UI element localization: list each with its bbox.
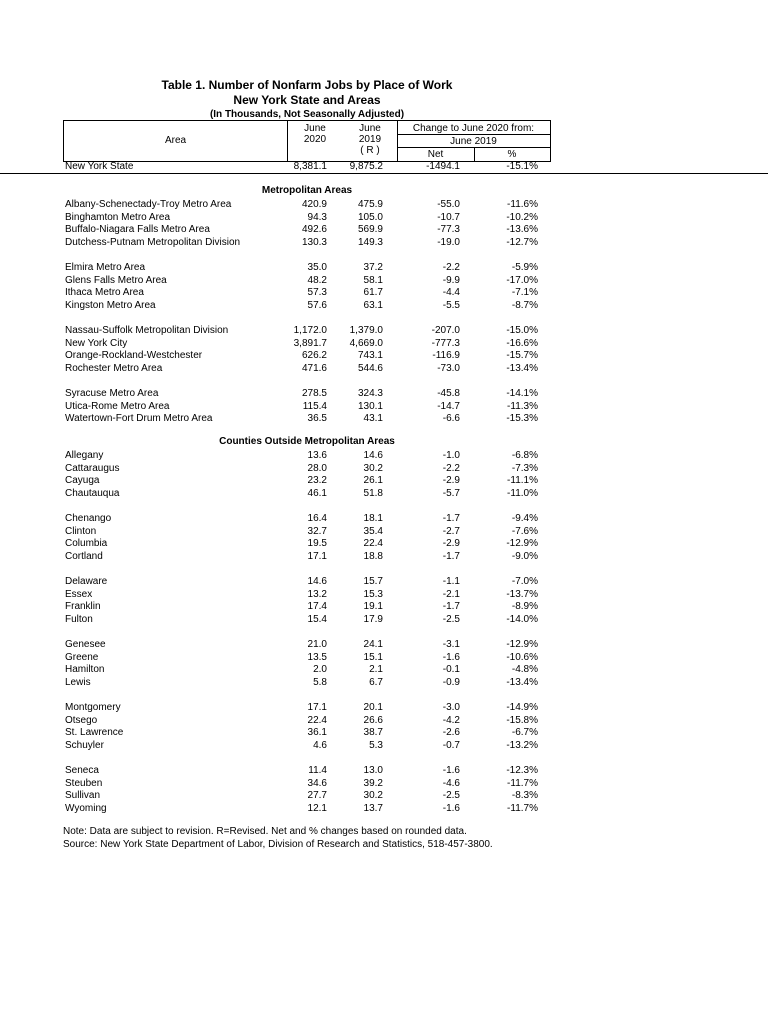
header-change: Change to June 2020 from: bbox=[412, 123, 535, 134]
table-row bbox=[0, 550, 768, 563]
cell-jun2019: 18.1 bbox=[363, 513, 383, 524]
cell-pct: -12.9% bbox=[506, 639, 538, 650]
cell-pct: -14.9% bbox=[506, 702, 538, 713]
cell-net: -3.0 bbox=[442, 702, 460, 713]
table-row bbox=[0, 236, 768, 249]
cell-area: Utica-Rome Metro Area bbox=[65, 400, 170, 412]
cell-pct: -13.4% bbox=[506, 362, 538, 374]
cell-net: -1.7 bbox=[442, 550, 460, 562]
cell-jun2019: 13.0 bbox=[363, 765, 383, 776]
table-row bbox=[0, 387, 768, 400]
header-area: Area bbox=[164, 135, 187, 146]
cell-jun2019: 20.1 bbox=[363, 702, 383, 713]
cell-net: -0.7 bbox=[442, 739, 460, 751]
cell-net: -4.2 bbox=[442, 714, 460, 726]
cell-pct: -13.4% bbox=[506, 676, 538, 688]
cell-jun2020: 16.4 bbox=[307, 513, 327, 524]
cell-area: Albany-Schenectady-Troy Metro Area bbox=[65, 199, 232, 210]
table-row bbox=[0, 412, 768, 425]
cell-area: Wyoming bbox=[65, 802, 107, 814]
cell-jun2019: 30.2 bbox=[363, 462, 383, 474]
cell-area: St. Lawrence bbox=[65, 727, 124, 739]
cell-jun2020: 36.1 bbox=[307, 727, 327, 739]
cell-jun2020: 22.4 bbox=[307, 714, 327, 726]
cell-area: Seneca bbox=[65, 765, 99, 776]
cell-jun2020: 420.9 bbox=[301, 199, 327, 210]
cell-jun2019: 17.9 bbox=[363, 613, 383, 625]
cell-area: Glens Falls Metro Area bbox=[65, 274, 167, 286]
cell-pct: -10.6% bbox=[506, 651, 538, 663]
cell-net: -1.6 bbox=[442, 765, 460, 776]
table-row bbox=[0, 211, 768, 224]
cell-pct: -7.1% bbox=[511, 287, 538, 299]
note-text: Note: Data are subject to revision. R=Revised. Net and % changes based on rounded data. bbox=[63, 826, 467, 837]
cell-area: Dutchess-Putnam Metropolitan Division bbox=[65, 236, 241, 248]
cell-jun2019: 58.1 bbox=[363, 274, 383, 286]
cell-jun2020: 17.1 bbox=[307, 702, 327, 713]
table-row bbox=[0, 462, 768, 475]
cell-net: -14.7 bbox=[437, 400, 460, 412]
header-pct: % bbox=[507, 149, 517, 160]
cell-area: New York City bbox=[65, 337, 128, 349]
cell-jun2019: 22.4 bbox=[363, 538, 383, 550]
cell-pct: -11.7% bbox=[507, 777, 538, 789]
cell-area: Steuben bbox=[65, 777, 103, 789]
cell-net: -5.5 bbox=[442, 299, 460, 311]
table-row bbox=[0, 274, 768, 287]
cell-net: -2.5 bbox=[442, 790, 460, 802]
cell-pct: -6.7% bbox=[511, 727, 538, 739]
cell-jun2019: 6.7 bbox=[369, 676, 383, 688]
table-row bbox=[0, 198, 768, 211]
table-row bbox=[0, 337, 768, 350]
table-row bbox=[0, 362, 768, 375]
cell-area: Genesee bbox=[65, 639, 106, 650]
cell-area: Chautauqua bbox=[65, 487, 120, 499]
table-row-new-york-state: New York State 8,381.1 9,875.2 -1494.1 -15.1% bbox=[0, 161, 768, 174]
cell-net: -45.8 bbox=[437, 388, 460, 399]
cell-jun2019: 30.2 bbox=[363, 790, 383, 802]
table-units: (In Thousands, Not Seasonally Adjusted) bbox=[209, 109, 405, 120]
table-row bbox=[0, 789, 768, 802]
cell-jun2019: 130.1 bbox=[357, 400, 383, 412]
cell-jun2019: 4,669.0 bbox=[349, 337, 383, 349]
cell-pct: -11.3% bbox=[507, 400, 538, 412]
source-text: Source: New York State Department of Labor, Division of Research and Statistics, 518-457-3800. bbox=[63, 839, 493, 850]
table-row bbox=[0, 638, 768, 651]
cell-pct: -12.3% bbox=[506, 765, 538, 776]
cell-jun2020: 14.6 bbox=[307, 576, 327, 587]
cell-pct: -10.2% bbox=[506, 211, 538, 223]
table-row bbox=[0, 525, 768, 538]
cell-pct: -15.0% bbox=[506, 325, 538, 336]
table-row bbox=[0, 651, 768, 664]
cell-jun2019: 15.3 bbox=[363, 588, 383, 600]
cell-jun2019: 105.0 bbox=[357, 211, 383, 223]
cell-net: -1.1 bbox=[442, 576, 460, 587]
cell-jun2020: 17.4 bbox=[307, 601, 327, 613]
cell-jun2019: 26.6 bbox=[363, 714, 383, 726]
cell-area: Kingston Metro Area bbox=[65, 299, 156, 311]
cell-net: -2.2 bbox=[442, 262, 460, 273]
cell-pct: -8.9% bbox=[511, 601, 538, 613]
cell-net: -2.7 bbox=[442, 525, 460, 537]
table-row bbox=[0, 487, 768, 500]
table-header bbox=[63, 120, 551, 162]
cell-net: -116.9 bbox=[432, 350, 460, 362]
cell-jun2020: 57.3 bbox=[307, 287, 327, 299]
table-row bbox=[0, 512, 768, 525]
cell-pct: -13.6% bbox=[506, 224, 538, 236]
table-row bbox=[0, 676, 768, 689]
cell-net: -1.6 bbox=[442, 651, 460, 663]
cell-jun2020: 1,172.0 bbox=[293, 325, 327, 336]
cell-net: -9.9 bbox=[442, 274, 460, 286]
cell-pct: -14.0% bbox=[506, 613, 538, 625]
table-row bbox=[0, 400, 768, 413]
table-row bbox=[0, 739, 768, 752]
cell-pct: -15.3% bbox=[506, 413, 538, 425]
cell-jun2020: 23.2 bbox=[307, 475, 327, 487]
cell-net: -0.1 bbox=[442, 664, 460, 676]
cell-jun2020: 13.5 bbox=[307, 651, 327, 663]
cell-net: -2.9 bbox=[442, 475, 460, 487]
cell-net: -2.9 bbox=[442, 538, 460, 550]
cell-pct: -9.4% bbox=[511, 513, 538, 524]
cell-area: Rochester Metro Area bbox=[65, 362, 163, 374]
cell-area: Chenango bbox=[65, 513, 112, 524]
cell-jun2020: 471.6 bbox=[301, 362, 327, 374]
table-row bbox=[0, 349, 768, 362]
cell-net: -207.0 bbox=[431, 325, 460, 336]
cell-net: -1.7 bbox=[442, 601, 460, 613]
table-title: Table 1. Number of Nonfarm Jobs by Place of Work bbox=[161, 78, 453, 92]
cell-jun2019: 324.3 bbox=[357, 388, 383, 399]
cell-pct: -14.1% bbox=[506, 388, 538, 399]
cell-area: Clinton bbox=[65, 525, 97, 537]
cell-jun2019: 26.1 bbox=[363, 475, 383, 487]
cell-jun2020: 13.6 bbox=[307, 450, 327, 461]
cell-jun2019: 38.7 bbox=[363, 727, 383, 739]
cell-jun2020: 17.1 bbox=[307, 550, 327, 562]
cell-jun2019: 13.7 bbox=[363, 802, 383, 814]
cell-jun2019: 15.1 bbox=[363, 651, 383, 663]
cell-net: -777.3 bbox=[431, 337, 460, 349]
cell-net: -6.6 bbox=[442, 413, 460, 425]
table-row bbox=[0, 764, 768, 777]
table-row bbox=[0, 223, 768, 236]
cell-area: Ithaca Metro Area bbox=[65, 287, 144, 299]
cell-area: Sullivan bbox=[65, 790, 101, 802]
cell-jun2020: 5.8 bbox=[313, 676, 327, 688]
cell-jun2020: 19.5 bbox=[307, 538, 327, 550]
cell-net: -2.1 bbox=[442, 588, 460, 600]
cell-net: -55.0 bbox=[437, 199, 460, 210]
table-row bbox=[0, 299, 768, 312]
cell-jun2019: 39.2 bbox=[363, 777, 383, 789]
cell-jun2020: 492.6 bbox=[301, 224, 327, 236]
cell-pct: -7.0% bbox=[511, 576, 538, 587]
cell-area: Cortland bbox=[65, 550, 103, 562]
cell-net: -2.2 bbox=[442, 462, 460, 474]
cell-pct: -5.9% bbox=[511, 262, 538, 273]
cell-jun2020: 28.0 bbox=[307, 462, 327, 474]
cell-area: Cayuga bbox=[65, 475, 100, 487]
cell-area: Delaware bbox=[65, 576, 108, 587]
cell-pct: -7.3% bbox=[511, 462, 538, 474]
table-row bbox=[0, 714, 768, 727]
cell-jun2019: 43.1 bbox=[363, 413, 383, 425]
cell-jun2020: 21.0 bbox=[307, 639, 327, 650]
cell-pct: -17.0% bbox=[506, 274, 538, 286]
cell-jun2019: 63.1 bbox=[363, 299, 383, 311]
cell-pct: -15.7% bbox=[506, 350, 538, 362]
cell-jun2019: 35.4 bbox=[363, 525, 383, 537]
header-change-sub: June 2019 bbox=[450, 136, 497, 147]
cell-pct: -11.6% bbox=[507, 199, 538, 210]
cell-jun2019: 37.2 bbox=[363, 262, 383, 273]
header-net: Net bbox=[427, 149, 444, 160]
cell-jun2019: 475.9 bbox=[357, 199, 383, 210]
cell-jun2020: 46.1 bbox=[307, 487, 327, 499]
cell-jun2020: 278.5 bbox=[301, 388, 327, 399]
cell-area: Hamilton bbox=[65, 664, 105, 676]
cell-pct: -16.6% bbox=[506, 337, 538, 349]
cell-pct: -9.0% bbox=[511, 550, 538, 562]
cell-jun2019: 61.7 bbox=[363, 287, 383, 299]
cell-jun2019: 51.8 bbox=[363, 487, 383, 499]
cell-jun2020: 2.0 bbox=[313, 664, 327, 676]
cell-net: -4.6 bbox=[442, 777, 460, 789]
cell-jun2019: 1,379.0 bbox=[349, 325, 383, 336]
cell-net: -1.0 bbox=[442, 450, 460, 461]
cell-pct: -11.1% bbox=[507, 475, 538, 487]
cell-jun2020: 130.3 bbox=[301, 236, 327, 248]
cell-jun2019: 569.9 bbox=[357, 224, 383, 236]
cell-jun2020: 626.2 bbox=[301, 350, 327, 362]
cell-net: -1.7 bbox=[442, 513, 460, 524]
cell-jun2020: 48.2 bbox=[307, 274, 327, 286]
cell-area: Orange-Rockland-Westchester bbox=[65, 350, 203, 362]
table-row bbox=[0, 663, 768, 676]
cell-area: Columbia bbox=[65, 538, 108, 550]
cell-area: Otsego bbox=[65, 714, 98, 726]
cell-jun2020: 3,891.7 bbox=[293, 337, 327, 349]
cell-pct: -7.6% bbox=[511, 525, 538, 537]
section-counties: Counties Outside Metropolitan Areas bbox=[219, 436, 395, 447]
cell-jun2019: 15.7 bbox=[363, 576, 383, 587]
cell-jun2019: 5.3 bbox=[369, 739, 383, 751]
cell-jun2020: 34.6 bbox=[307, 777, 327, 789]
cell-jun2020: 11.4 bbox=[308, 765, 327, 776]
table-row bbox=[0, 537, 768, 550]
cell-jun2020: 12.1 bbox=[307, 802, 327, 814]
cell-area: Cattaraugus bbox=[65, 462, 120, 474]
table-row bbox=[0, 613, 768, 626]
cell-area: Buffalo-Niagara Falls Metro Area bbox=[65, 224, 210, 236]
table-row bbox=[0, 449, 768, 462]
table-row bbox=[0, 261, 768, 274]
cell-area: Schuyler bbox=[65, 739, 104, 751]
cell-pct: -4.8% bbox=[511, 664, 538, 676]
cell-area: Nassau-Suffolk Metropolitan Division bbox=[65, 325, 229, 336]
cell-jun2019: 743.1 bbox=[357, 350, 383, 362]
cell-pct: -6.8% bbox=[511, 450, 538, 461]
cell-area: Lewis bbox=[65, 676, 91, 688]
cell-net: -0.9 bbox=[442, 676, 460, 688]
cell-area: Allegany bbox=[65, 450, 104, 461]
cell-jun2020: 4.6 bbox=[313, 739, 327, 751]
cell-net: -5.7 bbox=[442, 487, 460, 499]
cell-jun2020: 13.2 bbox=[307, 588, 327, 600]
cell-net: -4.4 bbox=[442, 287, 460, 299]
cell-jun2019: 2.1 bbox=[369, 664, 383, 676]
cell-net: -2.5 bbox=[442, 613, 460, 625]
cell-net: -1.6 bbox=[442, 802, 460, 814]
cell-pct: -12.7% bbox=[506, 236, 538, 248]
cell-pct: -11.0% bbox=[507, 487, 538, 499]
table-row bbox=[0, 286, 768, 299]
table-row bbox=[0, 802, 768, 815]
table-row bbox=[0, 777, 768, 790]
table-row bbox=[0, 726, 768, 739]
table-row bbox=[0, 701, 768, 714]
table-row bbox=[0, 588, 768, 601]
cell-net: -77.3 bbox=[437, 224, 460, 236]
cell-jun2020: 115.4 bbox=[302, 400, 327, 412]
cell-jun2020: 94.3 bbox=[307, 211, 327, 223]
cell-pct: -13.2% bbox=[506, 739, 538, 751]
cell-area: Syracuse Metro Area bbox=[65, 388, 159, 399]
cell-net: -10.7 bbox=[437, 211, 460, 223]
cell-jun2019: 19.1 bbox=[363, 601, 383, 613]
cell-pct: -13.7% bbox=[506, 588, 538, 600]
cell-jun2020: 36.5 bbox=[307, 413, 327, 425]
cell-net: -3.1 bbox=[442, 639, 460, 650]
cell-net: -19.0 bbox=[437, 236, 460, 248]
cell-area: Elmira Metro Area bbox=[65, 262, 146, 273]
table-row bbox=[0, 575, 768, 588]
cell-jun2020: 35.0 bbox=[307, 262, 327, 273]
cell-jun2020: 57.6 bbox=[307, 299, 327, 311]
table-row bbox=[0, 600, 768, 613]
cell-jun2019: 149.3 bbox=[357, 236, 383, 248]
cell-pct: -8.7% bbox=[511, 299, 538, 311]
table-row bbox=[0, 324, 768, 337]
cell-pct: -8.3% bbox=[511, 790, 538, 802]
cell-jun2020: 15.4 bbox=[307, 613, 327, 625]
table-row bbox=[0, 474, 768, 487]
cell-area: Montgomery bbox=[65, 702, 121, 713]
cell-area: Franklin bbox=[65, 601, 101, 613]
cell-pct: -15.8% bbox=[506, 714, 538, 726]
header-june-2019: June 2019 ( R ) bbox=[358, 123, 382, 156]
cell-area: Greene bbox=[65, 651, 99, 663]
cell-jun2020: 27.7 bbox=[307, 790, 327, 802]
cell-pct: -11.7% bbox=[507, 802, 538, 814]
cell-jun2019: 544.6 bbox=[357, 362, 383, 374]
cell-jun2019: 14.6 bbox=[363, 450, 383, 461]
cell-area: Fulton bbox=[65, 613, 93, 625]
cell-area: Watertown-Fort Drum Metro Area bbox=[65, 413, 213, 425]
cell-area: Essex bbox=[65, 588, 93, 600]
table-subtitle: New York State and Areas bbox=[233, 93, 381, 107]
cell-jun2020: 32.7 bbox=[307, 525, 327, 537]
cell-pct: -12.9% bbox=[506, 538, 538, 550]
header-june-2020: June 2020 bbox=[303, 123, 327, 145]
cell-net: -73.0 bbox=[437, 362, 460, 374]
cell-net: -2.6 bbox=[442, 727, 460, 739]
section-metro: Metropolitan Areas bbox=[261, 185, 353, 196]
cell-area: Binghamton Metro Area bbox=[65, 211, 171, 223]
cell-jun2019: 18.8 bbox=[363, 550, 383, 562]
cell-jun2019: 24.1 bbox=[363, 639, 383, 650]
